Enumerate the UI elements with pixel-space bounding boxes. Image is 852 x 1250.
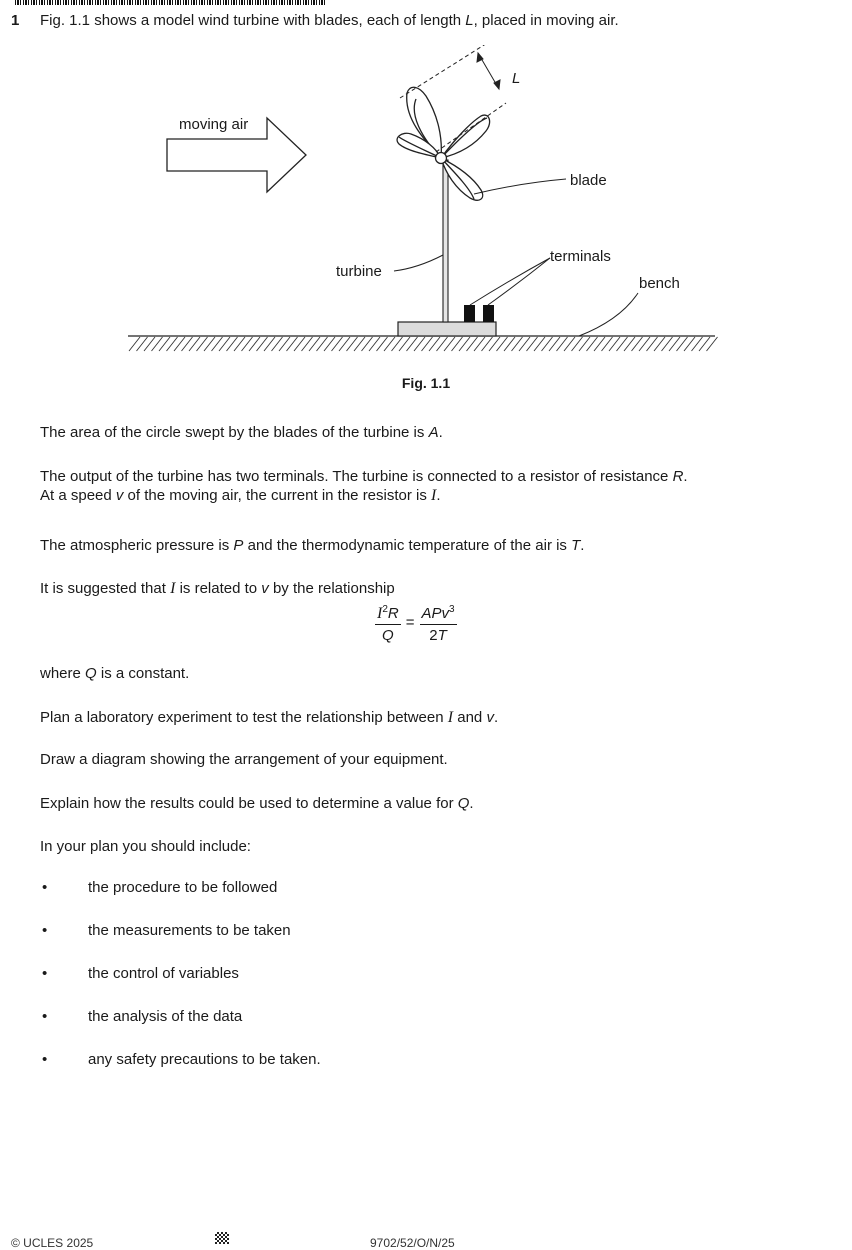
- paragraph-suggested: It is suggested that I is related to v by the relationship: [40, 580, 395, 597]
- paragraph-where: where Q is a constant.: [40, 665, 190, 682]
- question-intro: Fig. 1.1 shows a model wind turbine with blades, each of length L, placed in moving air.: [40, 12, 619, 29]
- paragraph-include: In your plan you should include:: [40, 838, 251, 855]
- terminals-label: terminals: [550, 248, 611, 265]
- paragraph-explain: Explain how the results could be used to determine a value for Q.: [40, 795, 474, 812]
- figure-caption: Fig. 1.1: [401, 375, 451, 391]
- paragraph-area: The area of the circle swept by the blades of the turbine is A.: [40, 424, 443, 441]
- moving-air-label: moving air: [179, 116, 249, 133]
- lhs-fraction: $\frac{I^2R}{Q}$: [375, 601, 401, 644]
- turbine-pole: [443, 160, 448, 322]
- paragraph-output: The output of the turbine has two terminals. The turbine is connected to a resistor of resistance R. At a speed v of the moving air, the current in the resistor is I.: [40, 468, 688, 504]
- wind-turbine-figure: [0, 45, 852, 375]
- rhs-fraction: $\frac{APv^3}{2T}$: [420, 601, 457, 644]
- paper-code-footer: 9702/52/O/N/25: [370, 1236, 455, 1250]
- relationship-equation: $\frac{I^2R}{Q}$ = $\frac{APv^3}{2T}$: [375, 601, 457, 644]
- blade-label: blade: [570, 172, 607, 189]
- question-number: 1: [11, 12, 20, 29]
- turbine-label: turbine: [336, 263, 382, 280]
- paragraph-draw: Draw a diagram showing the arrangement of your equipment.: [40, 751, 448, 768]
- terminal-right: [483, 305, 494, 322]
- terminals-leader-line-2: [488, 258, 550, 305]
- terminals-leader-line-1: [470, 258, 550, 305]
- length-label: L: [512, 70, 521, 87]
- bench: [128, 336, 718, 351]
- copyright-footer: © UCLES 2025: [11, 1236, 94, 1250]
- turbine-leader-line: [394, 255, 443, 271]
- turbine-base: [398, 322, 496, 336]
- bench-label: bench: [639, 275, 680, 292]
- top-barcode: [15, 0, 325, 5]
- terminal-left: [464, 305, 475, 322]
- qr-code: [215, 1232, 229, 1244]
- paragraph-pressure: The atmospheric pressure is P and the thermodynamic temperature of the air is T.: [40, 537, 585, 554]
- bench-leader-line: [579, 293, 638, 336]
- paragraph-plan: Plan a laboratory experiment to test the relationship between I and v.: [40, 709, 499, 726]
- blade-leader-line: [474, 179, 566, 194]
